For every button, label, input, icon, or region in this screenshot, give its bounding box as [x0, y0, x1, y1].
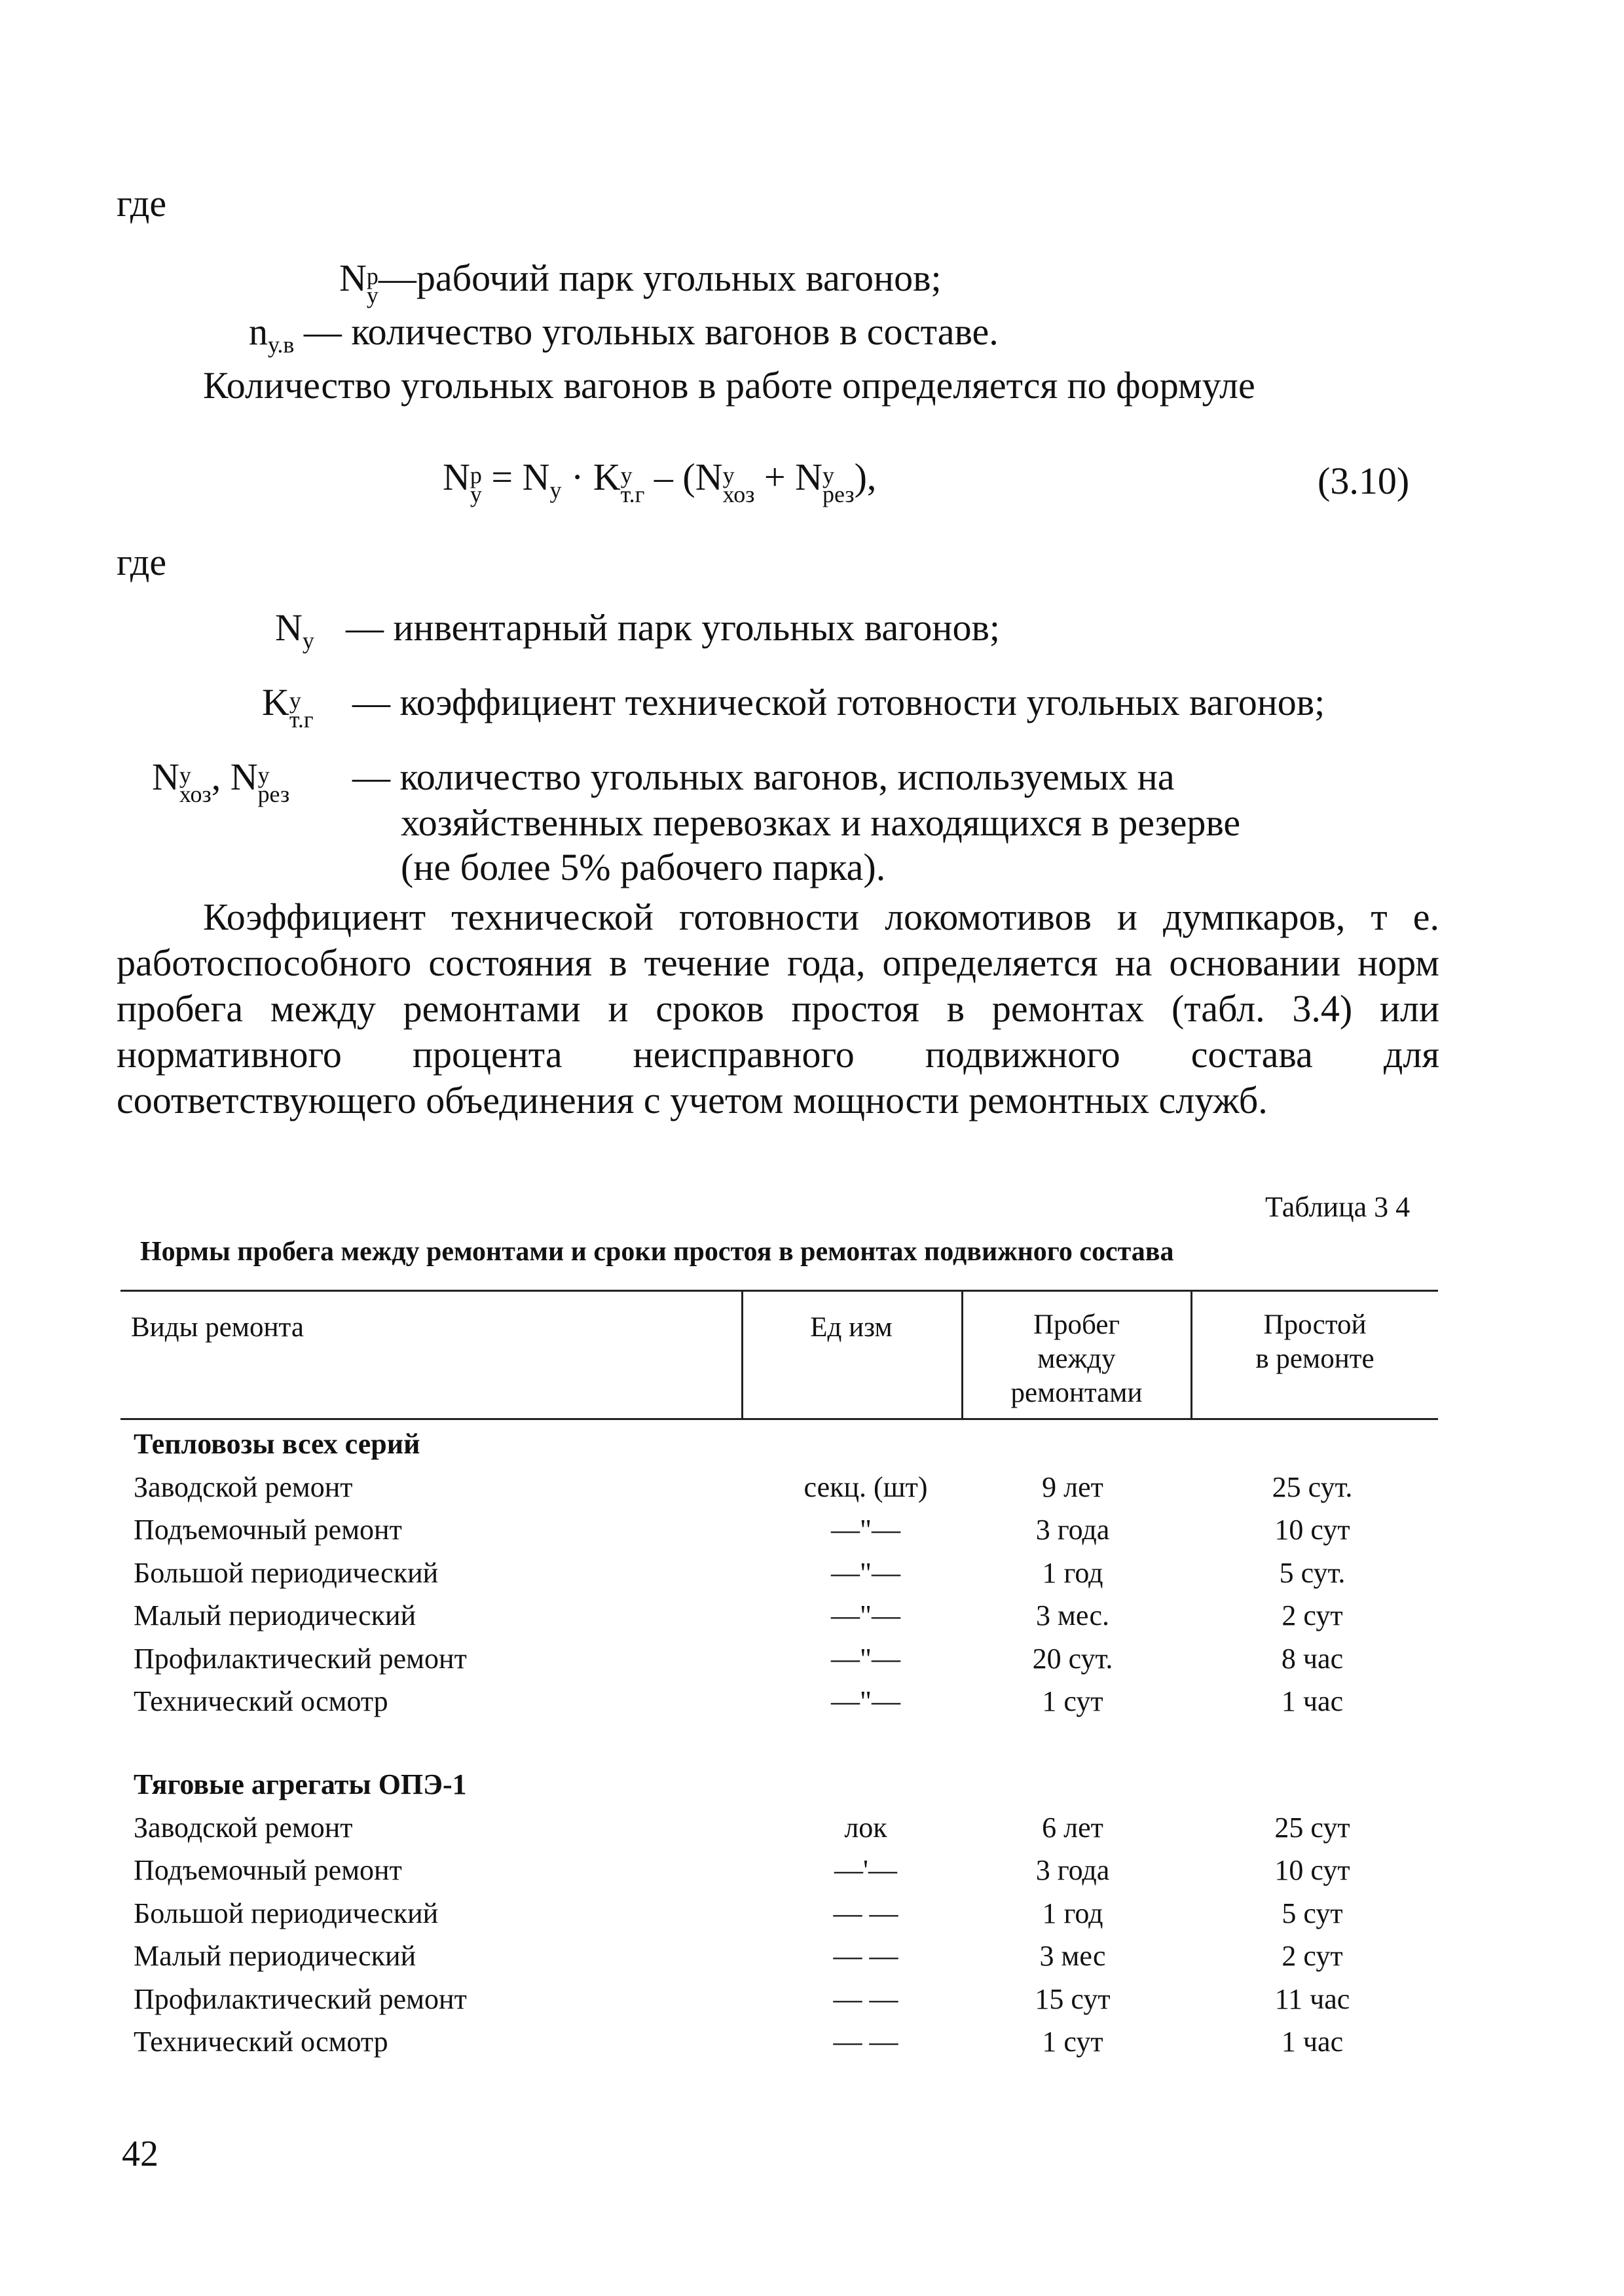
downtime-cell: 8 час [1281, 1642, 1344, 1675]
body-paragraph: Коэффициент технической готовности локомотивов и думпкаров, т е. работоспособного состояния в течение года, определяется на основании норм пробега между ремонтами и сроков простоя в ремонтах (табл. 3.4) или нормативного процента неисправного подвижного состава для соответствующего объединения с учетом мощности ремонтных служб. [117, 896, 1439, 1121]
mileage-cell: 9 лет [1042, 1470, 1103, 1503]
table-label: Таблица 3 4 [1265, 1191, 1411, 1223]
definition-wagons-in-train [249, 310, 999, 358]
unit-cell: — — [833, 1940, 898, 1972]
repair-type-cell: Большой периодический [134, 1556, 439, 1589]
unit-cell: —"— [831, 1514, 900, 1546]
downtime-cell: 25 сут [1274, 1811, 1350, 1844]
downtime-cell: 25 сут. [1272, 1470, 1353, 1503]
downtime-cell: 2 сут [1282, 1940, 1343, 1972]
unit-cell: —"— [831, 1599, 900, 1631]
unit-cell: — — [833, 2026, 898, 2058]
where-label-2: где [117, 541, 167, 583]
downtime-cell: 10 сут [1274, 1514, 1350, 1546]
repair-type-cell: Заводской ремонт [134, 1811, 353, 1844]
repair-type-cell: Подъемочный ремонт [134, 1854, 402, 1886]
definition-inventory-park: $N_у$ [275, 606, 314, 654]
sup-p: р [366, 263, 378, 289]
downtime-cell: 11 час [1274, 1982, 1350, 2015]
definition-working-park [339, 257, 942, 308]
definition-inventory-text: — инвентарный парк угольных вагонов; [346, 606, 1000, 649]
header-mileage: Пробег между ремонтами [1010, 1309, 1143, 1408]
table-caption: Нормы пробега между ремонтами и сроки простоя в ремонтах подвижного состава [140, 1237, 1174, 1267]
symbol-n: N [339, 257, 367, 299]
unit-cell: —'— [834, 1854, 897, 1886]
repair-type-cell: Малый периодический [134, 1940, 416, 1972]
sub-yv: у.в [268, 331, 295, 358]
unit-cell: — — [833, 1982, 898, 2015]
downtime-cell: 2 сут [1282, 1599, 1343, 1631]
mileage-cell: 1 год [1042, 1897, 1103, 1929]
repair-type-cell: Заводской ремонт [134, 1470, 353, 1503]
formula-number: (3.10) [1318, 460, 1410, 502]
mileage-cell: 3 года [1035, 1514, 1110, 1546]
where-label-1: где [117, 182, 167, 225]
table-col-divider [741, 1290, 743, 1419]
mileage-cell: 1 год [1042, 1556, 1103, 1589]
header-unit: Ед изм [810, 1312, 893, 1343]
formula-intro: Количество угольных вагонов в работе определяется по формуле [203, 364, 1255, 407]
group-title: Тяговые агрегаты ОПЭ-1 [134, 1768, 467, 1800]
group-title: Тепловозы всех серий [134, 1428, 420, 1460]
unit-cell: лок [844, 1811, 887, 1844]
mileage-cell: 6 лет [1042, 1811, 1103, 1844]
unit-cell: секц. (шт) [803, 1470, 928, 1503]
mileage-cell: 3 мес. [1036, 1599, 1109, 1631]
unit-cell: — — [833, 1897, 898, 1929]
repair-type-cell: Профилактический ремонт [134, 1642, 467, 1675]
table-header-rule [120, 1418, 1438, 1420]
repair-type-cell: Подъемочный ремонт [134, 1514, 402, 1546]
definition-k-text: — коэффициент технической готовности угольных вагонов; [352, 681, 1325, 723]
definition-hoz-rez-symbols: N у хоз , N у рез [152, 756, 290, 807]
definition-hoz-rez-text-2: хозяйственных перевозках и находящихся в резерве [401, 801, 1241, 844]
repair-type-cell: Большой периодический [134, 1897, 439, 1929]
downtime-cell: 1 час [1281, 1685, 1344, 1717]
unit-cell: —"— [831, 1685, 900, 1717]
header-repair-type: Виды ремонта [131, 1312, 304, 1343]
mileage-cell: 1 сут [1042, 2026, 1103, 2058]
unit-cell: —"— [831, 1642, 900, 1675]
definition-k-symbol: K у т.г [262, 681, 314, 733]
repair-type-cell: Технический осмотр [134, 1685, 388, 1717]
definition-hoz-rez-text-1: — количество угольных вагонов, используемых на [352, 756, 1175, 798]
repair-type-cell: Технический осмотр [134, 2026, 388, 2058]
repair-type-cell: Профилактический ремонт [134, 1982, 467, 2015]
downtime-cell: 10 сут [1274, 1854, 1350, 1886]
downtime-cell: 5 сут. [1279, 1556, 1346, 1589]
formula-3-10: N р у = $N_у \cdot K$ у т.г – (N у хоз + N у рез ), [443, 456, 877, 507]
definition-text: — количество угольных вагонов в составе. [294, 310, 999, 353]
mileage-cell: 1 сут [1042, 1685, 1103, 1717]
downtime-cell: 1 час [1281, 2026, 1344, 2058]
header-downtime: Простой в ремонте [1255, 1309, 1375, 1374]
downtime-cell: 5 сут [1282, 1897, 1343, 1929]
sub-y: у [366, 282, 378, 308]
repair-type-cell: Малый периодический [134, 1599, 416, 1631]
table-top-rule [120, 1290, 1438, 1292]
mileage-cell: 15 сут [1035, 1982, 1111, 2015]
mileage-cell: 3 года [1035, 1854, 1110, 1886]
symbol-n: n [249, 310, 268, 353]
page-number: 42 [122, 2134, 158, 2174]
definition-text: —рабочий парк угольных вагонов; [378, 257, 942, 299]
unit-cell: —"— [831, 1556, 900, 1589]
mileage-cell: 20 сут. [1032, 1642, 1113, 1675]
mileage-cell: 3 мес [1039, 1940, 1106, 1972]
definition-hoz-rez-text-3: (не более 5% рабочего парка). [401, 846, 886, 888]
